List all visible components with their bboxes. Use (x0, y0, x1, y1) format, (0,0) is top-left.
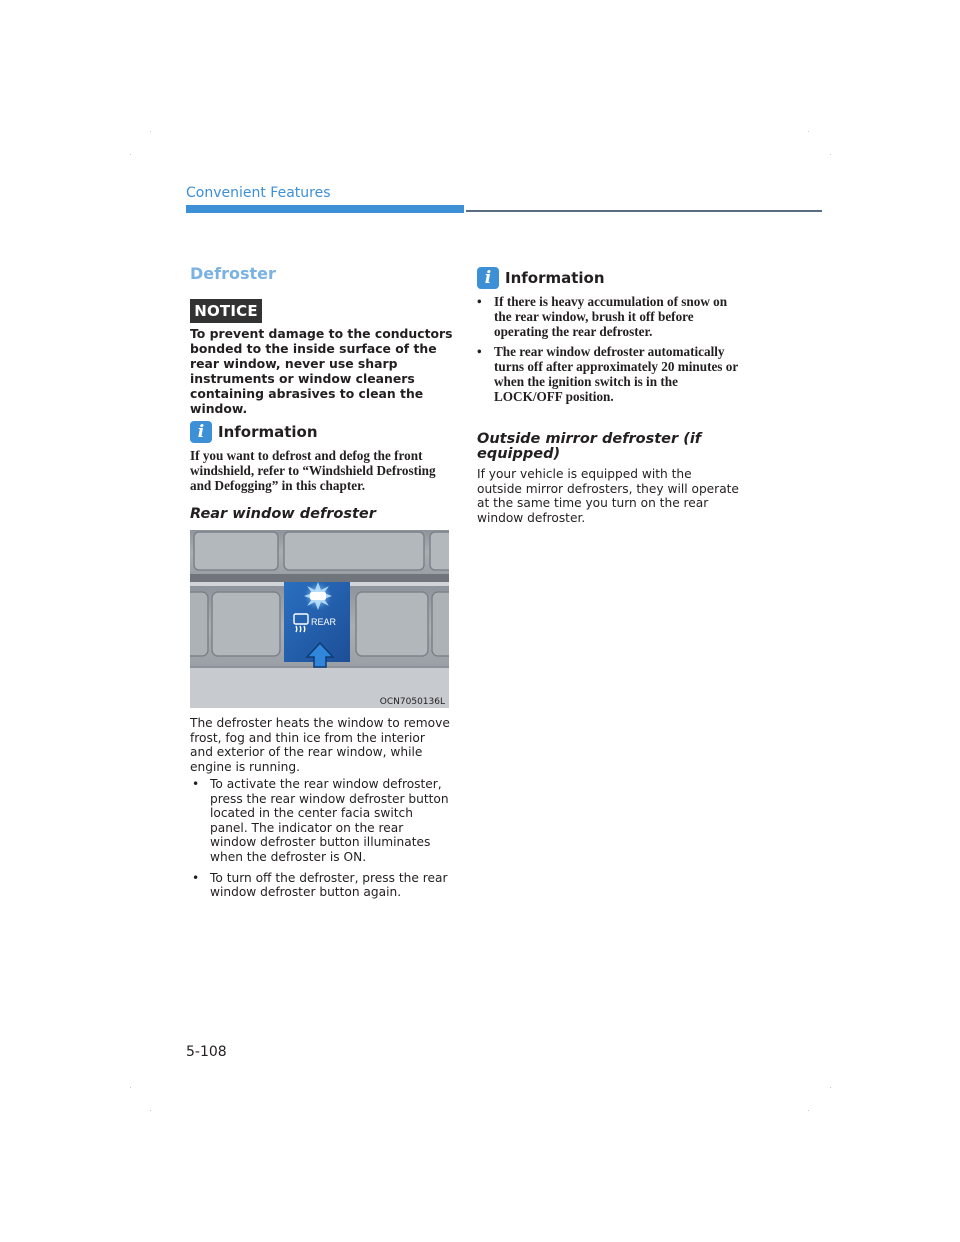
information-title: Information (218, 423, 318, 441)
notice-badge: NOTICE (190, 299, 262, 323)
notice-text: To prevent damage to the conductors bonded to the inside surface of the rear window, never use sharp instruments or window cleaners containing abrasives to clean the window. (190, 326, 453, 416)
info-icon: i (190, 421, 212, 443)
section-title: Convenient Features (186, 185, 331, 201)
list-item: • If there is heavy accumulation of snow on the rear window, brush it off before operating the rear defroster. (477, 294, 739, 339)
information-header-right (477, 267, 605, 289)
crop-mark (130, 154, 131, 155)
crop-mark (150, 131, 151, 132)
crop-mark (830, 154, 831, 155)
info-icon: i (477, 267, 499, 289)
image-caption: OCN7050136L (379, 697, 445, 707)
header-accent-rule (186, 205, 464, 213)
rear-window-heading: Rear window defroster (190, 506, 376, 522)
rear-defroster-button-photo (190, 530, 449, 708)
defroster-heading: Defroster (190, 264, 276, 283)
list-item: • The rear window defroster automatically turns off after approximately 20 minutes or when the ignition switch is in the LOCK/OFF position. (477, 344, 739, 404)
list-item: • To activate the rear window defroster, press the rear window defroster button located in the center facia switch panel. The indicator on the rear window defroster button illuminates when the defroster is ON. (190, 777, 452, 865)
information-title: Information (505, 269, 605, 287)
rear-defroster-button-illustration (190, 530, 449, 708)
crop-mark (150, 1110, 151, 1111)
crop-mark (830, 1087, 831, 1088)
crop-mark (808, 1110, 809, 1111)
information-list (477, 294, 739, 409)
crop-mark (130, 1087, 131, 1088)
page-number: 5-108 (186, 1044, 227, 1060)
information-header-left (190, 421, 318, 443)
header-rule (466, 210, 822, 212)
rear-defroster-description: The defroster heats the window to remove frost, fog and thin ice from the interior and exterior of the rear window, while engine is running. (190, 716, 450, 774)
crop-mark (808, 131, 809, 132)
information-text: If you want to defrost and defog the front windshield, refer to “Windshield Defrosting and Defogging” in this chapter. (190, 448, 436, 493)
outside-mirror-text: If your vehicle is equipped with the outside mirror defrosters, they will operate at the same time you turn on the rear window defroster. (477, 467, 739, 525)
rear-button-label: REAR (311, 617, 337, 627)
list-item: • To turn off the defroster, press the rear window defroster button again. (190, 871, 452, 900)
outside-mirror-heading: Outside mirror defroster (if equipped) (477, 431, 702, 462)
rear-defroster-steps (190, 777, 452, 906)
